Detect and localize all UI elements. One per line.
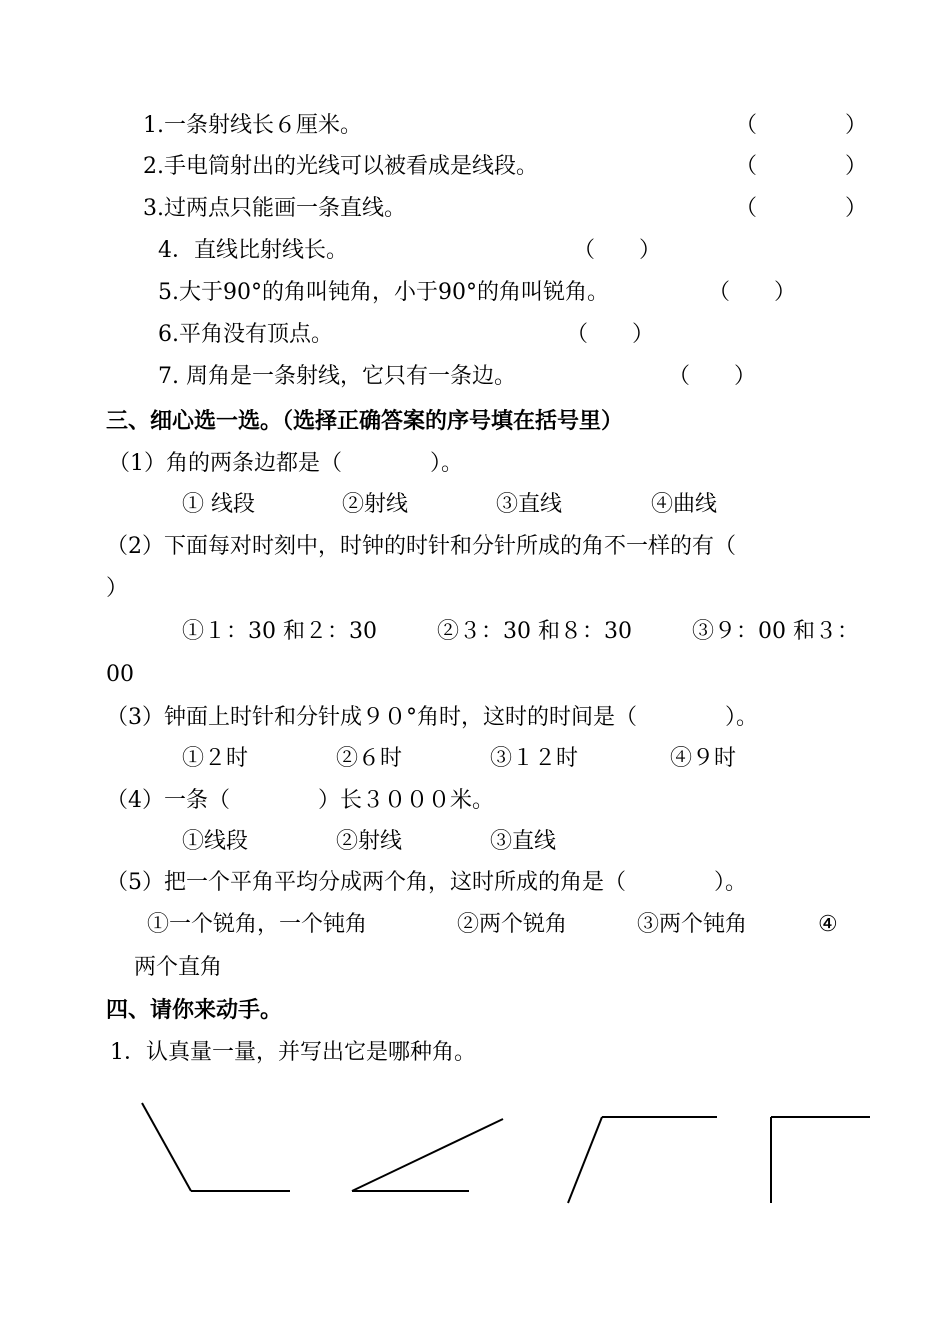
choice-q5-stem: （5）把一个平角平均分成两个角，这时所成的角是（ ）。 (106, 870, 747, 895)
judge-item-5-answer-paren[interactable]: （ ） (708, 280, 797, 305)
choice-q1-option-1[interactable]: ① 线段 (182, 492, 255, 517)
choice-q2-stem-continued: ） (106, 576, 129, 601)
choice-q5-option-1[interactable]: ①一个锐角，一个钝角 (147, 912, 368, 937)
judge-item-3-answer-paren[interactable]: （ ） (735, 196, 868, 221)
choice-q1-option-4[interactable]: ④曲线 (651, 492, 718, 517)
choice-q1-option-3[interactable]: ③直线 (496, 492, 563, 517)
choice-q3-option-4[interactable]: ④９时 (670, 746, 737, 771)
judge-item-5: 5.大于90°的角叫钝角，小于90°的角叫锐角。 (158, 280, 609, 305)
choice-q4-option-2[interactable]: ②射线 (336, 829, 403, 854)
choice-q2-option-3[interactable]: ③９：00 和３： (692, 619, 859, 644)
choice-q2-option-1[interactable]: ①１：30 和２：30 (182, 619, 377, 644)
choice-q3-option-1[interactable]: ①２时 (182, 746, 249, 771)
judge-item-7: 7. 周角是一条射线，它只有一条边。 (158, 364, 516, 389)
choice-q5-option-4-continued: 两个直角 (134, 955, 223, 980)
judge-item-1-answer-paren[interactable]: （ ） (735, 113, 868, 138)
task-1-instruction: 1．认真量一量，并写出它是哪种角。 (110, 1040, 476, 1065)
judge-item-4-answer-paren[interactable]: （ ） (573, 238, 662, 263)
section-4-heading: 四、请你来动手。 (106, 998, 283, 1023)
choice-q5-option-4[interactable]: ④ (818, 912, 838, 937)
judge-item-4: 4．直线比射线长。 (158, 238, 348, 263)
choice-q1-option-2[interactable]: ②射线 (342, 492, 409, 517)
choice-q5-option-2[interactable]: ②两个锐角 (457, 912, 568, 937)
judge-item-3: 3.过两点只能画一条直线。 (143, 196, 406, 221)
angle-figure-acute (352, 1119, 503, 1191)
judge-item-6-answer-paren[interactable]: （ ） (566, 322, 655, 347)
choice-q2-option-2[interactable]: ②３：30 和８：30 (437, 619, 632, 644)
judge-item-1: 1.一条射线长６厘米。 (143, 113, 362, 138)
judge-item-7-answer-paren[interactable]: （ ） (668, 364, 757, 389)
choice-q2-stem: （2）下面每对时刻中，时钟的时针和分针所成的角不一样的有（ (106, 534, 736, 559)
section-3-heading: 三、细心选一选。（选择正确答案的序号填在括号里） (106, 409, 624, 434)
choice-q1-stem: （1）角的两条边都是（ ）。 (108, 451, 463, 476)
angle-figure-right (771, 1117, 870, 1203)
choice-q5-option-3[interactable]: ③两个钝角 (637, 912, 748, 937)
choice-q2-option-3-continued: 00 (106, 662, 134, 687)
angle-figure-acute-inverted (568, 1117, 717, 1203)
angle-figure-obtuse (142, 1103, 290, 1191)
choice-q4-stem: （4）一条（ ）长３０００米。 (106, 788, 494, 813)
choice-q4-option-1[interactable]: ①线段 (182, 829, 249, 854)
judge-item-2-answer-paren[interactable]: （ ） (735, 154, 868, 179)
judge-item-2: 2.手电筒射出的光线可以被看成是线段。 (143, 154, 538, 179)
judge-item-6: 6.平角没有顶点。 (158, 322, 333, 347)
choice-q3-option-3[interactable]: ③１２时 (490, 746, 579, 771)
choice-q3-stem: （3）钟面上时针和分针成９０°角时，这时的时间是（ ）。 (106, 705, 758, 730)
choice-q3-option-2[interactable]: ②６时 (336, 746, 403, 771)
choice-q4-option-3[interactable]: ③直线 (490, 829, 557, 854)
